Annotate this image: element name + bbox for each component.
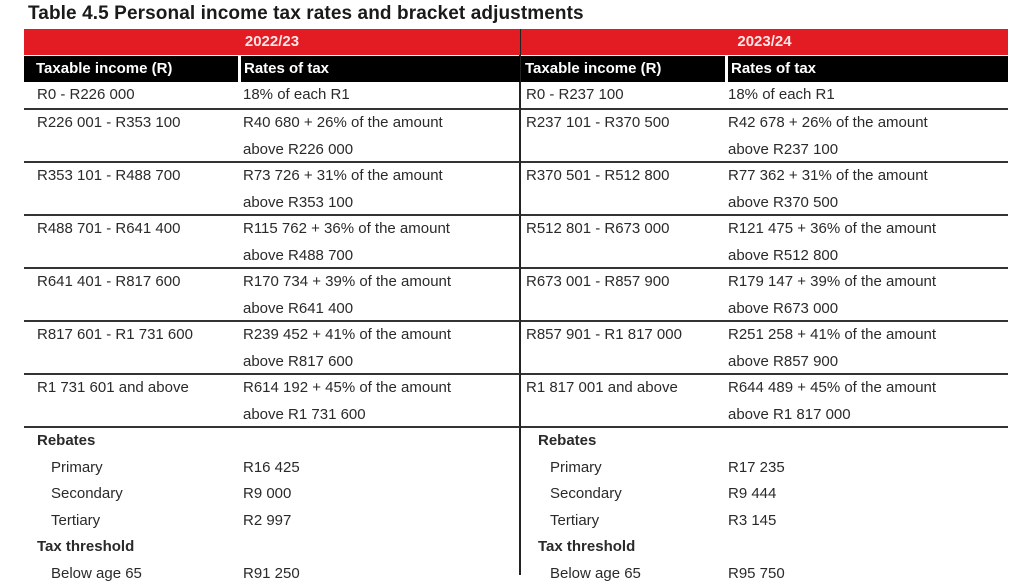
threshold-item (24, 561, 520, 587)
income-range: R1 817 001 and above (521, 375, 728, 426)
threshold-value: R95 750 (728, 561, 1008, 587)
table-row (521, 216, 1008, 269)
rebate-label: Tertiary (521, 508, 728, 535)
table-row (24, 82, 520, 110)
rebate-value: R9 000 (243, 481, 520, 508)
threshold-label: Below age 65 (24, 561, 243, 587)
rebate-item (24, 481, 520, 508)
income-range: R370 501 - R512 800 (521, 163, 728, 214)
tax-rate (243, 269, 520, 320)
taxable-income-header: Taxable income (R) (24, 56, 238, 82)
bracket-list (521, 82, 1008, 428)
rebates-heading: Rebates (24, 428, 520, 455)
rate-line: R251 258 + 41% of the amount (728, 322, 1008, 349)
rate-line: R115 762 + 36% of the amount (243, 216, 520, 243)
table-title: Table 4.5 Personal income tax rates and bracket adjustments (28, 3, 584, 25)
rate-line: R77 362 + 31% of the amount (728, 163, 1008, 190)
table-row (521, 82, 1008, 110)
income-range: R857 901 - R1 817 000 (521, 322, 728, 373)
tax-rate (243, 82, 520, 108)
rebate-value: R16 425 (243, 455, 520, 482)
income-range: R0 - R226 000 (24, 82, 243, 108)
income-range: R1 731 601 and above (24, 375, 243, 426)
tax-rate (728, 375, 1008, 426)
table-row (521, 269, 1008, 322)
rate-line: R644 489 + 45% of the amount (728, 375, 1008, 402)
tax-rate (728, 82, 1008, 108)
rebate-item (24, 508, 520, 535)
table-row (521, 163, 1008, 216)
income-range: R673 001 - R857 900 (521, 269, 728, 320)
column-headers (24, 56, 520, 82)
table-row (521, 322, 1008, 375)
year-header: 2023/24 (521, 29, 1008, 55)
tax-rate (243, 216, 520, 267)
rebates-heading: Rebates (521, 428, 1008, 455)
rate-line: above R641 400 (243, 296, 520, 323)
rate-line: above R353 100 (243, 190, 520, 217)
rebate-label: Secondary (24, 481, 243, 508)
tax-rate (728, 322, 1008, 373)
column-headers (521, 56, 1008, 82)
rate-line: R73 726 + 31% of the amount (243, 163, 520, 190)
rebate-item (521, 481, 1008, 508)
rate-line: R239 452 + 41% of the amount (243, 322, 520, 349)
income-range: R488 701 - R641 400 (24, 216, 243, 267)
tax-rate (243, 322, 520, 373)
rate-line: R40 680 + 26% of the amount (243, 110, 520, 137)
rate-line: above R512 800 (728, 243, 1008, 270)
rate-line: above R237 100 (728, 137, 1008, 164)
income-range: R0 - R237 100 (521, 82, 728, 108)
rebate-label: Secondary (521, 481, 728, 508)
table-row (24, 269, 520, 322)
period-2022-23 (24, 29, 520, 587)
income-range: R641 401 - R817 600 (24, 269, 243, 320)
period-2023-24 (521, 29, 1008, 587)
rebate-item (24, 455, 520, 482)
table-row (24, 110, 520, 163)
income-range: R512 801 - R673 000 (521, 216, 728, 267)
rate-line: R179 147 + 39% of the amount (728, 269, 1008, 296)
table-row (521, 375, 1008, 428)
threshold-section (24, 534, 520, 587)
rate-line: R121 475 + 36% of the amount (728, 216, 1008, 243)
rebate-item (521, 455, 1008, 482)
threshold-label: Below age 65 (521, 561, 728, 587)
rate-line: above R226 000 (243, 137, 520, 164)
rate-line: above R817 600 (243, 349, 520, 376)
year-header: 2022/23 (24, 29, 520, 55)
rate-line: 18% of each R1 (243, 82, 520, 109)
rate-line: R42 678 + 26% of the amount (728, 110, 1008, 137)
rate-line: R170 734 + 39% of the amount (243, 269, 520, 296)
tax-rate (728, 269, 1008, 320)
bracket-list (24, 82, 520, 428)
threshold-value: R91 250 (243, 561, 520, 587)
rate-line: above R857 900 (728, 349, 1008, 376)
threshold-heading: Tax threshold (521, 534, 1008, 561)
tax-rate (728, 110, 1008, 161)
tax-rate (728, 216, 1008, 267)
rebate-value: R3 145 (728, 508, 1008, 535)
tax-rate (243, 163, 520, 214)
income-range: R353 101 - R488 700 (24, 163, 243, 214)
rebate-value: R2 997 (243, 508, 520, 535)
rates-of-tax-header: Rates of tax (728, 56, 1008, 82)
threshold-item (521, 561, 1008, 587)
rebate-item (521, 508, 1008, 535)
rate-line: above R370 500 (728, 190, 1008, 217)
rebates-section (24, 428, 520, 534)
table-row (24, 216, 520, 269)
rates-of-tax-header: Rates of tax (241, 56, 520, 82)
rate-line: 18% of each R1 (728, 82, 1008, 109)
income-range: R237 101 - R370 500 (521, 110, 728, 161)
rate-line: above R1 817 000 (728, 402, 1008, 429)
rate-line: above R1 731 600 (243, 402, 520, 429)
threshold-section (521, 534, 1008, 587)
tax-rate (243, 375, 520, 426)
rebates-section (521, 428, 1008, 534)
rate-line: above R673 000 (728, 296, 1008, 323)
tax-rate (243, 110, 520, 161)
rebate-label: Primary (24, 455, 243, 482)
table-row (24, 375, 520, 428)
taxable-income-header: Taxable income (R) (521, 56, 725, 82)
rate-line: R614 192 + 45% of the amount (243, 375, 520, 402)
table-row (24, 163, 520, 216)
rebate-value: R17 235 (728, 455, 1008, 482)
income-range: R226 001 - R353 100 (24, 110, 243, 161)
rebate-label: Tertiary (24, 508, 243, 535)
tax-rate (728, 163, 1008, 214)
rate-line: above R488 700 (243, 243, 520, 270)
threshold-heading: Tax threshold (24, 534, 520, 561)
income-range: R817 601 - R1 731 600 (24, 322, 243, 373)
rebate-label: Primary (521, 455, 728, 482)
table-row (521, 110, 1008, 163)
table-row (24, 322, 520, 375)
rebate-value: R9 444 (728, 481, 1008, 508)
